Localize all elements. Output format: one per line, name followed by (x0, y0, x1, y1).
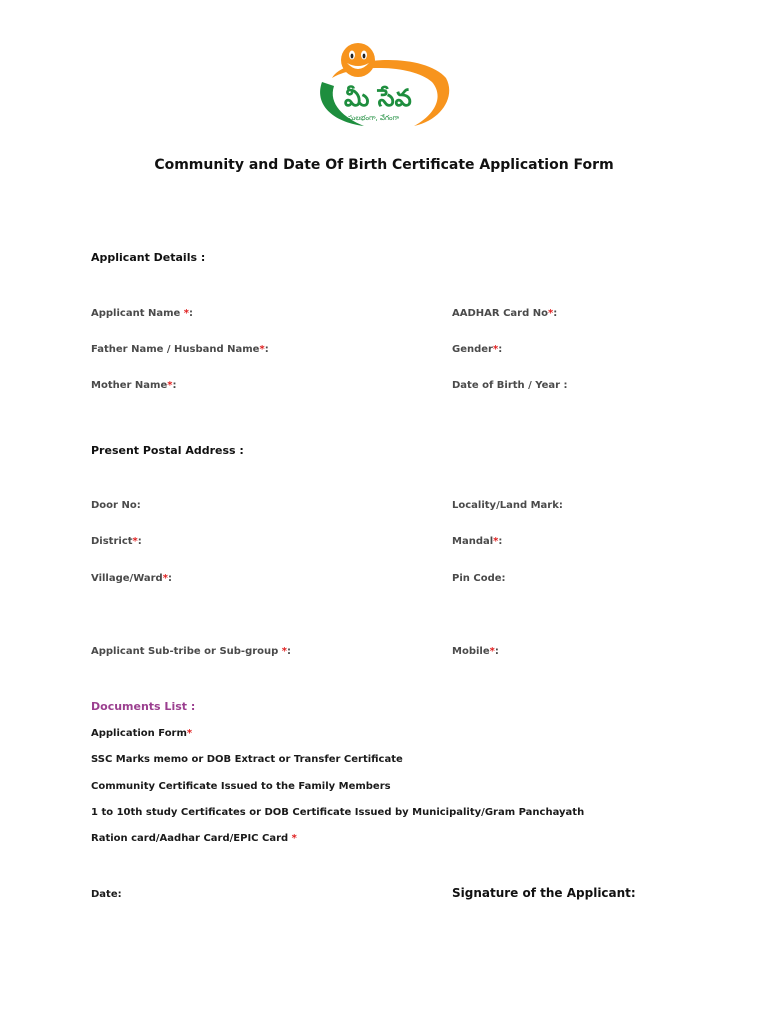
logo-tagline: సులభంగా, వేగంగా (348, 114, 400, 122)
required-marker: * (547, 308, 554, 319)
required-marker: * (291, 833, 297, 844)
required-marker: * (259, 344, 265, 355)
district-label: District*: (91, 536, 142, 547)
pin-code-label: Pin Code: (452, 573, 506, 584)
mandal-label: Mandal*: (452, 536, 503, 547)
locality-label: Locality/Land Mark: (452, 500, 563, 511)
document-item: Application Form* (91, 728, 193, 739)
postal-address-heading: Present Postal Address : (91, 444, 244, 457)
required-marker: * (167, 380, 173, 391)
smiley-icon (341, 43, 375, 77)
signature-label: Signature of the Applicant: (452, 886, 636, 900)
aadhar-no-label: AADHAR Card No*: (452, 308, 558, 319)
village-ward-label: Village/Ward*: (91, 573, 172, 584)
document-item: SSC Marks memo or DOB Extract or Transfer Certificate (91, 754, 403, 765)
required-marker: * (183, 308, 190, 319)
gender-label: Gender*: (452, 344, 503, 355)
applicant-details-heading: Applicant Details : (91, 251, 206, 264)
logo-brand-text: మీ సేవ (344, 84, 412, 112)
required-marker: * (281, 646, 288, 657)
mobile-label: Mobile*: (452, 646, 499, 657)
required-marker: * (489, 646, 495, 657)
father-husband-name-label: Father Name / Husband Name*: (91, 344, 269, 355)
dob-year-label: Date of Birth / Year : (452, 380, 568, 391)
required-marker: * (186, 728, 193, 739)
document-item: Ration card/Aadhar Card/EPIC Card * (91, 833, 297, 844)
applicant-name-label: Applicant Name *: (91, 308, 194, 319)
sub-tribe-label: Applicant Sub-tribe or Sub-group *: (91, 646, 292, 657)
form-title: Community and Date Of Birth Certificate Application Form (154, 157, 614, 173)
required-marker: * (492, 344, 499, 355)
document-item: 1 to 10th study Certificates or DOB Certificate Issued by Municipality/Gram Panchayath (91, 807, 585, 818)
required-marker: * (132, 536, 138, 547)
required-marker: * (162, 573, 168, 584)
door-no-label: Door No: (91, 500, 141, 511)
documents-list-heading: Documents List : (91, 700, 196, 713)
date-label: Date: (91, 889, 122, 900)
required-marker: * (493, 536, 499, 547)
meeseva-logo-graphic (314, 38, 454, 130)
document-item: Community Certificate Issued to the Family Members (91, 781, 391, 792)
mother-name-label: Mother Name*: (91, 380, 177, 391)
meeseva-logo (314, 38, 454, 130)
